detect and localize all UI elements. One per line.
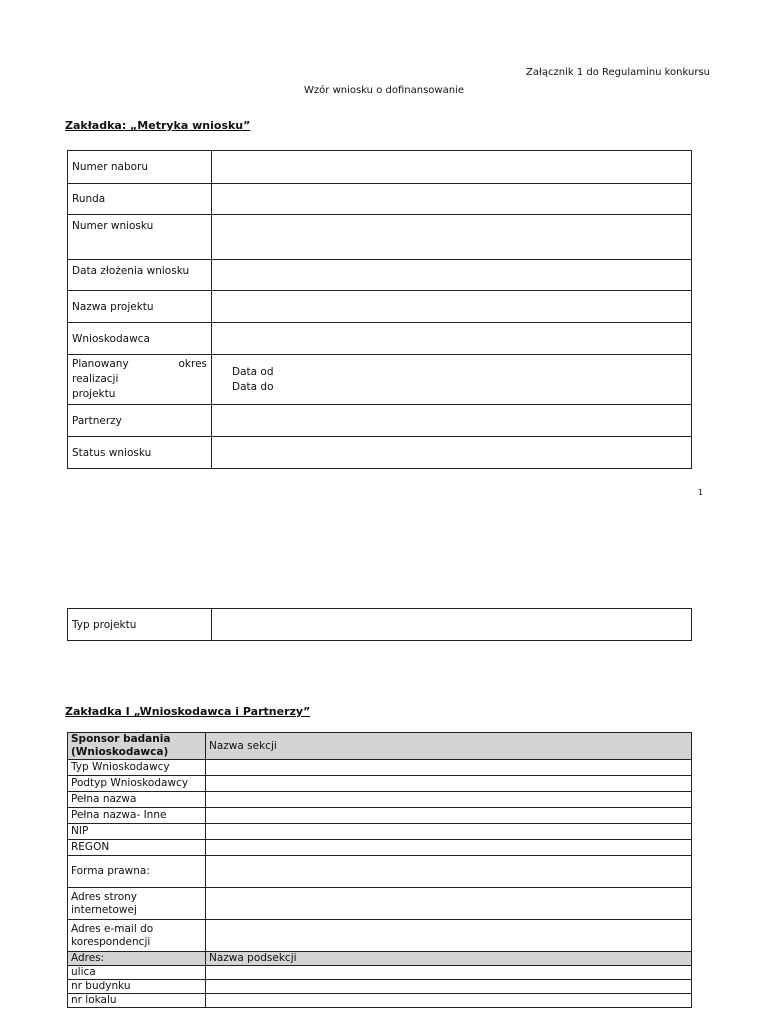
row-label: Nazwa projektu <box>68 291 212 323</box>
section-header-row <box>68 733 692 760</box>
table-row <box>68 609 692 641</box>
status-wniosku-field[interactable] <box>212 437 692 469</box>
row-label: Pełna nazwa- Inne <box>68 808 206 824</box>
table-row <box>68 980 692 994</box>
form-title: Wzór wniosku o dofinansowanie <box>304 85 464 96</box>
pelna-nazwa-field[interactable] <box>206 792 692 808</box>
table-row <box>68 437 692 469</box>
pelna-nazwa-inne-field[interactable] <box>206 808 692 824</box>
table-row <box>68 215 692 260</box>
typ-projektu-field[interactable] <box>212 609 692 641</box>
project-type-table <box>67 608 692 641</box>
email-field[interactable] <box>206 920 692 952</box>
row-label: Wnioskodawca <box>68 323 212 355</box>
row-label: Podtyp Wnioskodawcy <box>68 776 206 792</box>
row-label: Pełna nazwa <box>68 792 206 808</box>
row-label: NIP <box>68 824 206 840</box>
row-label: Status wniosku <box>68 437 212 469</box>
subsection-header-row <box>68 952 692 966</box>
nip-field[interactable] <box>206 824 692 840</box>
okres-label-line: Planowany okres realizacji <box>72 358 207 385</box>
row-label: Runda <box>68 184 212 215</box>
okres-realizacji-field[interactable] <box>212 355 692 405</box>
row-label: Forma prawna: <box>68 856 206 888</box>
table-row <box>68 405 692 437</box>
row-label: Numer naboru <box>68 151 212 184</box>
wnioskodawca-field[interactable] <box>212 323 692 355</box>
table-row <box>68 808 692 824</box>
table-row <box>68 260 692 291</box>
forma-prawna-field[interactable] <box>206 856 692 888</box>
strona-internetowa-field[interactable] <box>206 888 692 920</box>
partnerzy-field[interactable] <box>212 405 692 437</box>
date-from-label: Data od <box>232 365 274 378</box>
row-label: Adres strony internetowej <box>68 888 206 920</box>
table-row <box>68 760 692 776</box>
row-label: nr budynku <box>68 980 206 994</box>
table-row <box>68 920 692 952</box>
nr-budynku-field[interactable] <box>206 980 692 994</box>
table-row <box>68 151 692 184</box>
row-label: Numer wniosku <box>68 215 212 260</box>
table-row <box>68 840 692 856</box>
row-label: Adres e-mail do korespondencji <box>68 920 206 952</box>
table-row <box>68 824 692 840</box>
numer-naboru-field[interactable] <box>212 151 692 184</box>
row-label <box>68 355 212 405</box>
regon-field[interactable] <box>206 840 692 856</box>
data-zlozenia-field[interactable] <box>212 260 692 291</box>
table-row <box>68 355 692 405</box>
table-row <box>68 994 692 1008</box>
table-row <box>68 966 692 980</box>
wnioskodawca-heading: Zakładka I „Wnioskodawca i Partnerzy” <box>65 705 311 718</box>
table-row <box>68 323 692 355</box>
row-label: REGON <box>68 840 206 856</box>
table-row <box>68 888 692 920</box>
table-row <box>68 291 692 323</box>
table-row <box>68 184 692 215</box>
table-row <box>68 776 692 792</box>
date-to-label: Data do <box>232 380 274 393</box>
metryka-heading: Zakładka: „Metryka wniosku” <box>65 119 251 132</box>
podtyp-wnioskodawcy-field[interactable] <box>206 776 692 792</box>
row-label: nr lokalu <box>68 994 206 1008</box>
runda-field[interactable] <box>212 184 692 215</box>
subsection-name: Nazwa podsekcji <box>206 952 692 966</box>
nr-lokalu-field[interactable] <box>206 994 692 1008</box>
row-label: Typ projektu <box>68 609 212 641</box>
row-label: ulica <box>68 966 206 980</box>
page-number: 1 <box>698 488 704 497</box>
table-row <box>68 856 692 888</box>
ulica-field[interactable] <box>206 966 692 980</box>
row-label: Data złożenia wniosku <box>68 260 212 291</box>
nazwa-projektu-field[interactable] <box>212 291 692 323</box>
wnioskodawca-table <box>67 732 692 1008</box>
sponsor-label: Sponsor badania (Wnioskodawca) <box>68 733 206 760</box>
section-name: Nazwa sekcji <box>206 733 692 760</box>
table-row <box>68 792 692 808</box>
attachment-note: Załącznik 1 do Regulaminu konkursu <box>526 67 710 78</box>
address-label: Adres: <box>68 952 206 966</box>
typ-wnioskodawcy-field[interactable] <box>206 760 692 776</box>
row-label: Typ Wnioskodawcy <box>68 760 206 776</box>
row-label: Partnerzy <box>68 405 212 437</box>
okres-label-line: projektu <box>72 388 116 400</box>
numer-wniosku-field[interactable] <box>212 215 692 260</box>
metryka-table <box>67 150 692 469</box>
